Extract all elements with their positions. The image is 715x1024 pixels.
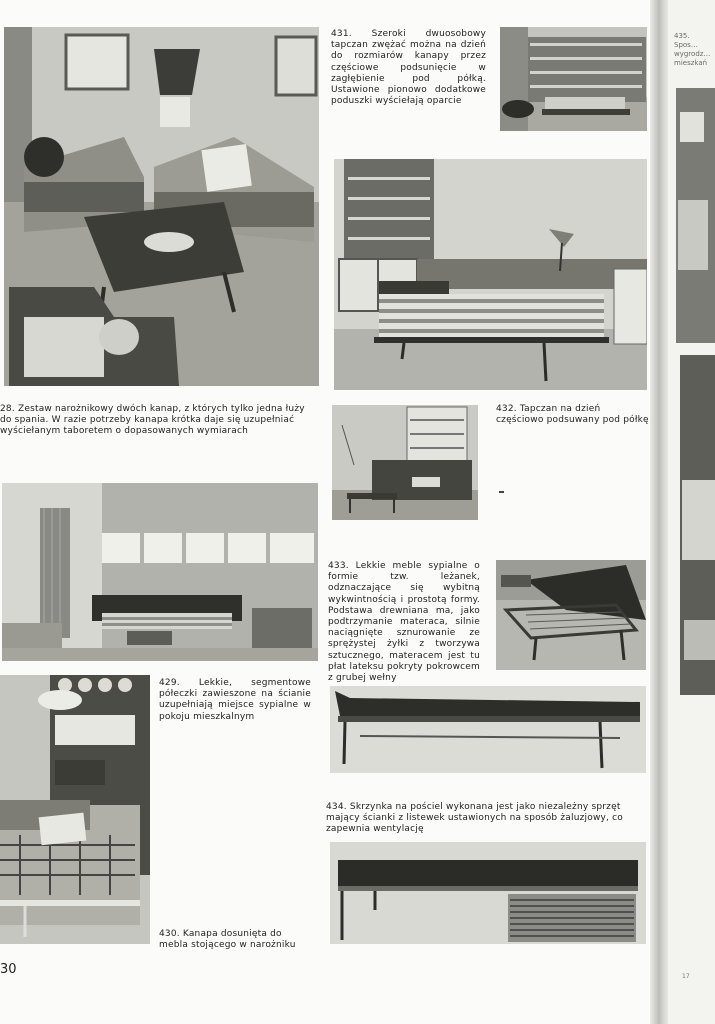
photo-433-lounger-mattress (496, 560, 646, 670)
next-page-edge (668, 0, 715, 1024)
caption-430: 430. Kanapa dosunięta do mebla stojącego w narożniku (159, 929, 296, 951)
photo-433-room-corner (332, 405, 478, 520)
caption-434: 434. Skrzynka na pościel wykonana jest jako niezależny sprzęt mający ścianki z listewek ustawionych na sposób żaluzjowy, co zapewnia wentylację (326, 802, 624, 835)
page-number: 30 (0, 962, 17, 977)
caption-429: 429. Lekkie, segmentowe półeczki zawieszone na ścianie uzupełniają miejsce sypialne w pokoju mieszkalnym (159, 678, 311, 722)
photo-429-segmented-shelves (2, 483, 318, 661)
photo-432-daybed-under-shelf (334, 159, 647, 390)
caption-433: 433. Lekkie meble sypialne o formie tzw. leżanek, odznaczające się wybitną wykwintnością i prostotą formy. Podstawa drewniana ma, jako podtrzymanie materaca, silnie naciągnięte sznurowanie ze sprężystej żyłki z tworzywa sztucznego, materacem jest tu płat lateksu pokryty pokrowcem z grubej wełny (328, 561, 480, 684)
photo-430-sofa-cabinet (0, 675, 150, 944)
caption-431: 431. Szeroki dwuosobowy tapczan zwężać można na dzień do rozmiarów kanapy przez częściowe podsunięcie w zagłębienie pod półką. Ustawione pionowo dodatkowe poduszki wyściełają oparcie (331, 29, 486, 107)
stray-dash (499, 491, 504, 493)
caption-428: 28. Zestaw narożnikowy dwóch kanap, z których tylko jedna łuży do spania. W razie potrzeby kanapa krótka daje się uzupełniać wyściełanym taboretem o dopasowanych wymiarach (0, 404, 305, 437)
photo-428-corner-sofas (4, 27, 319, 386)
book-gutter (650, 0, 670, 1024)
next-page-mark: 17 (682, 973, 690, 980)
photo-431-bookshelf-room (500, 27, 647, 131)
photo-433-lounger (330, 686, 646, 773)
caption-432: 432. Tapczan na dzień częściowo podsuwany pod półkę (496, 404, 649, 426)
photo-434-bedding-box (330, 842, 646, 944)
next-page-caption: 435. Spos… wygrodz… mieszkań (674, 32, 711, 67)
